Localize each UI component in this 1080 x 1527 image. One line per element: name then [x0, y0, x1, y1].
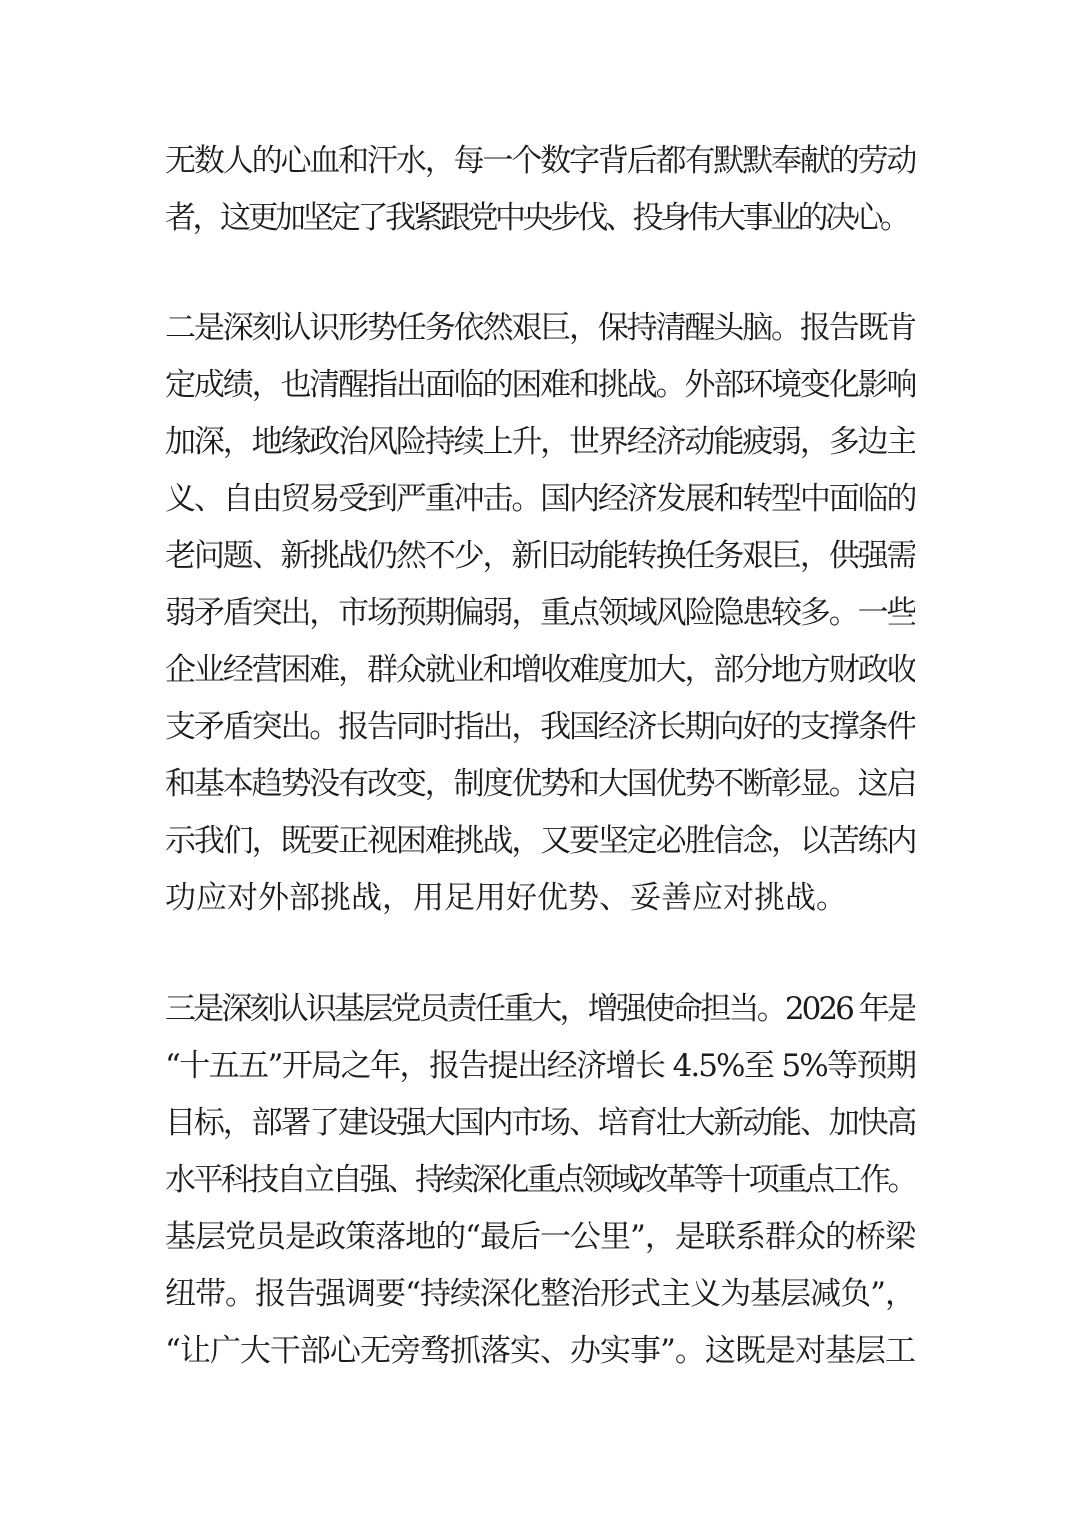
paragraph-3-line-1: 三是深刻认识基层党员责任重大，增强使命担当。2026 年是	[165, 991, 915, 1027]
paragraph-1-line-1: 无数人的心血和汗水，每一个数字背后都有默默奉献的劳动	[165, 143, 915, 179]
paragraph-2-line-10: 示我们，既要正视困难挑战，又要坚定必胜信念，以苦练内	[165, 823, 915, 859]
paragraph-3-line-6: 纽带。报告强调要“持续深化整治形式主义为基层减负”，	[165, 1276, 915, 1312]
paragraph-2-line-11: 功应对外部挑战，用足用好优势、妥善应对挑战。	[165, 880, 847, 916]
paragraph-2-line-9: 和基本趋势没有改变，制度优势和大国优势不断彰显。这启	[165, 766, 915, 802]
paragraph-3-line-2: “十五五”开局之年，报告提出经济增长 4.5%至 5%等预期	[165, 1048, 915, 1084]
paragraph-2-line-6: 弱矛盾突出，市场预期偏弱，重点领域风险隐患较多。一些	[165, 595, 915, 631]
paragraph-2-line-1: 二是深刻认识形势任务依然艰巨，保持清醒头脑。报告既肯	[165, 310, 915, 346]
paragraph-2-line-3: 加深，地缘政治风险持续上升，世界经济动能疲弱，多边主	[165, 424, 915, 460]
paragraph-3-line-5: 基层党员是政策落地的“最后一公里”，是联系群众的桥梁	[165, 1219, 915, 1255]
paragraph-2-line-5: 老问题、新挑战仍然不少，新旧动能转换任务艰巨，供强需	[165, 538, 915, 574]
paragraph-2-line-4: 义、自由贸易受到严重冲击。国内经济发展和转型中面临的	[165, 481, 915, 517]
paragraph-2-line-2: 定成绩，也清醒指出面临的困难和挑战。外部环境变化影响	[165, 367, 915, 403]
paragraph-2-line-7: 企业经营困难，群众就业和增收难度加大，部分地方财政收	[165, 652, 915, 688]
paragraph-2-line-8: 支矛盾突出。报告同时指出，我国经济长期向好的支撑条件	[165, 709, 915, 745]
paragraph-3-line-7: “让广大干部心无旁骛抓落实、办实事”。这既是对基层工	[165, 1333, 915, 1369]
paragraph-1-line-2: 者，这更加坚定了我紧跟党中央步伐、投身伟大事业的决心。	[165, 200, 908, 236]
paragraph-3-line-3: 目标，部署了建设强大国内市场、培育壮大新动能、加快高	[165, 1105, 915, 1141]
paragraph-3-line-4: 水平科技自立自强、持续深化重点领域改革等十项重点工作。	[165, 1162, 915, 1198]
